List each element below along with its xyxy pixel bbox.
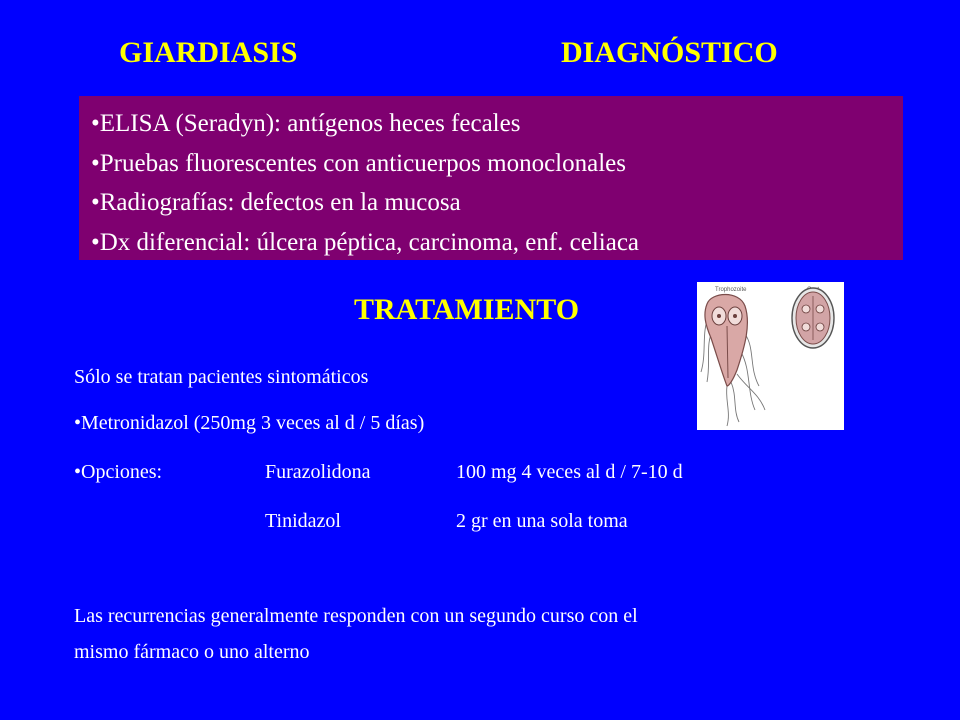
treatment-intro: Sólo se tratan pacientes sintomáticos [74,366,369,388]
nucleolus-left [717,314,721,318]
trophozoite-body [705,295,748,387]
option-drug-furazolidona: Furazolidona [265,461,371,483]
treatment-metronidazol: •Metronidazol (250mg 3 veces al d / 5 días) [74,412,425,434]
cyst-nucleus-1 [802,305,810,313]
diagnosis-list [79,96,903,262]
giardia-icon [697,282,844,430]
option-dose-furazolidona: 100 mg 4 veces al d / 7-10 d [456,461,683,483]
option-dose-tinidazol: 2 gr en una sola toma [456,510,628,532]
title-diagnostico: DIAGNÓSTICO [561,36,778,69]
title-giardiasis: GIARDIASIS [119,36,298,69]
cyst-nucleus-3 [802,323,810,331]
option-drug-tinidazol: Tinidazol [265,510,341,532]
diagnosis-item-fluorescent: •Pruebas fluorescentes con anticuerpos monoclonales [91,149,626,177]
recurrence-note-line1: Las recurrencias generalmente responden con un segundo curso con el [74,605,638,627]
diagnosis-item-radiography: •Radiografías: defectos en la mucosa [91,189,461,216]
treatment-options-label: •Opciones: [74,461,163,483]
diagnosis-box [79,96,903,260]
nucleolus-right [733,314,737,318]
title-tratamiento: TRATAMIENTO [354,293,580,326]
cyst-nucleus-2 [816,305,824,313]
figure-label-trophozoite: Trophozoite [715,287,747,293]
diagnosis-item-elisa: •ELISA (Seradyn): antígenos heces fecales [91,110,521,137]
giardia-illustration [697,282,844,430]
diagnosis-item-differential: •Dx diferencial: úlcera péptica, carcinoma, enf. celiaca [91,228,640,256]
recurrence-note-line2: mismo fármaco o uno alterno [74,641,310,663]
cyst-nucleus-4 [816,323,824,331]
